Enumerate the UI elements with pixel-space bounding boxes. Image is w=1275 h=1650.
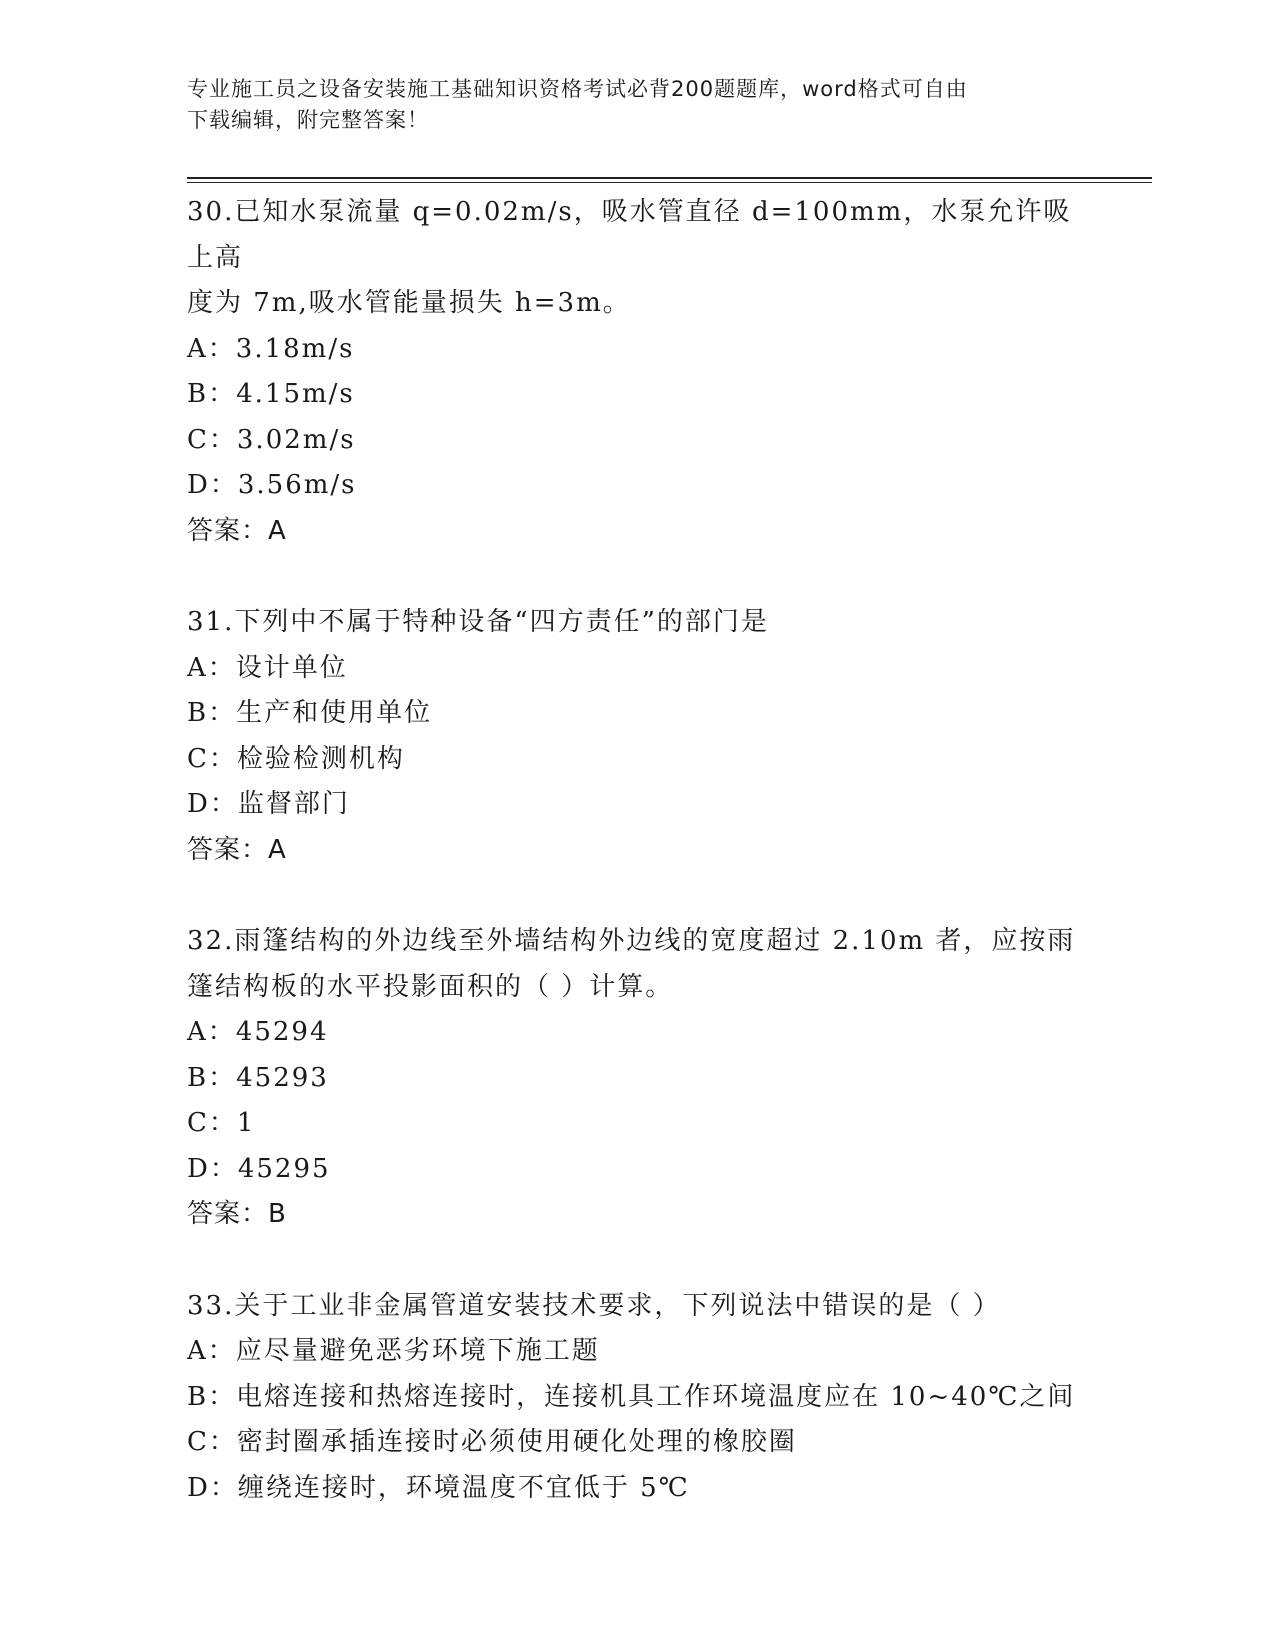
answer: 答案：B <box>187 1199 287 1229</box>
question-list <box>187 190 1087 1511</box>
question-stem: 30.已知水泵流量 q=0.02m/s，吸水管直径 d=100mm，水泵允许吸上高 <box>187 197 1072 273</box>
option-c: C：3.02m/s <box>187 424 356 455</box>
question-32 <box>187 919 1087 1238</box>
option-a: A：应尽量避免恶劣环境下施工题 <box>187 1336 600 1366</box>
option-b: B：45293 <box>187 1062 329 1093</box>
option-c: C：检验检测机构 <box>187 743 405 774</box>
option-d: D：3.56m/s <box>187 470 357 500</box>
question-stem: 度为 7m,吸水管能量损失 h=3m。 <box>187 288 631 318</box>
option-d: D：缠绕连接时，环境温度不宜低于 5℃ <box>187 1472 690 1503</box>
question-stem: 篷结构板的水平投影面积的（ ）计算。 <box>187 971 674 1002</box>
question-30 <box>187 190 1087 554</box>
option-b: B：生产和使用单位 <box>187 698 433 728</box>
answer: 答案：A <box>187 834 287 865</box>
option-a: A：设计单位 <box>187 652 348 683</box>
question-stem: 33.关于工业非金属管道安装技术要求，下列说法中错误的是（ ） <box>187 1290 1001 1321</box>
answer: 答案：A <box>187 515 287 546</box>
option-c: C：1 <box>187 1108 256 1138</box>
document-header <box>187 74 1067 136</box>
option-a: A：45294 <box>187 1017 329 1047</box>
question-31 <box>187 600 1087 873</box>
header-line-2: 下载编辑，附完整答案！ <box>187 108 429 132</box>
option-b: B：4.15m/s <box>187 379 355 409</box>
option-d: D：监督部门 <box>187 789 350 819</box>
option-a: A：3.18m/s <box>187 333 355 364</box>
option-d: D：45295 <box>187 1153 331 1184</box>
option-b: B：电熔连接和热熔连接时，连接机具工作环境温度应在 10~40℃之间 <box>187 1381 1076 1412</box>
question-stem: 31.下列中不属于特种设备“四方责任”的部门是 <box>187 607 769 637</box>
question-stem: 32.雨篷结构的外边线至外墙结构外边线的宽度超过 2.10m 者，应按雨 <box>187 926 1076 956</box>
header-divider-thick <box>187 177 1152 179</box>
question-33 <box>187 1284 1087 1512</box>
header-line-1: 专业施工员之设备安装施工基础知识资格考试必背200题题库，word格式可自由 <box>187 77 968 101</box>
option-c: C：密封圈承插连接时必须使用硬化处理的橡胶圈 <box>187 1427 797 1457</box>
header-divider-thin <box>187 182 1152 183</box>
